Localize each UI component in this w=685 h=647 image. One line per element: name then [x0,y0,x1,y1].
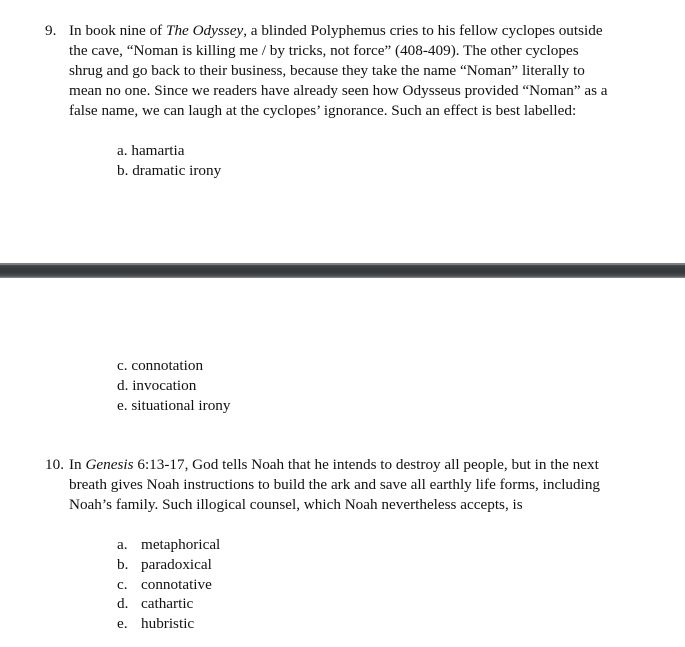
question-10-line-2: breath gives Noah instructions to build the ark and save all earthly life forms, including [69,476,601,493]
question-9-line-1: In book nine of The Odyssey, a blinded Polyphemus cries to his fellow cyclopes outside [69,22,603,39]
question-10-line-3: Noah’s family. Such illogical counsel, which Noah nevertheless accepts, is [69,496,523,513]
question-9-line-5: false name, we can laugh at the cyclopes’ ignorance. Such an effect is best labelled: [69,102,577,119]
question-9-option-d[interactable]: d. invocation [117,377,197,394]
question-10-number: 10. [45,456,64,473]
page-break-highlight [0,263,685,265]
question-9-option-c[interactable]: c. connotation [117,357,204,374]
question-9-option-b[interactable]: b. dramatic irony [117,162,222,179]
question-9-number: 9. [45,22,57,39]
question-10-option-b[interactable]: b. paradoxical [117,556,212,573]
question-9-line-2: the cave, “Noman is killing me / by tricks, not force” (408-409). The other cyclopes [69,42,579,59]
question-9-line-3: shrug and go back to their business, because they take the name “Noman” literally to [69,62,585,79]
question-9-line-4: mean no one. Since we readers have already seen how Odysseus provided “Noman” as a [69,82,608,99]
question-9-option-a[interactable]: a. hamartia [117,142,185,159]
question-10-option-d[interactable]: d. cathartic [117,595,194,612]
question-10-option-e[interactable]: e. hubristic [117,615,195,632]
page-break-separator [0,263,685,278]
question-9-option-e[interactable]: e. situational irony [117,397,231,414]
work-title-genesis: Genesis [85,456,134,473]
work-title-odyssey: The Odyssey [166,22,244,39]
question-10-line-1: In Genesis 6:13-17, God tells Noah that he intends to destroy all people, but in the next [69,456,599,473]
question-10-option-a[interactable]: a. metaphorical [117,536,221,553]
question-10-option-c[interactable]: c. connotative [117,576,212,593]
